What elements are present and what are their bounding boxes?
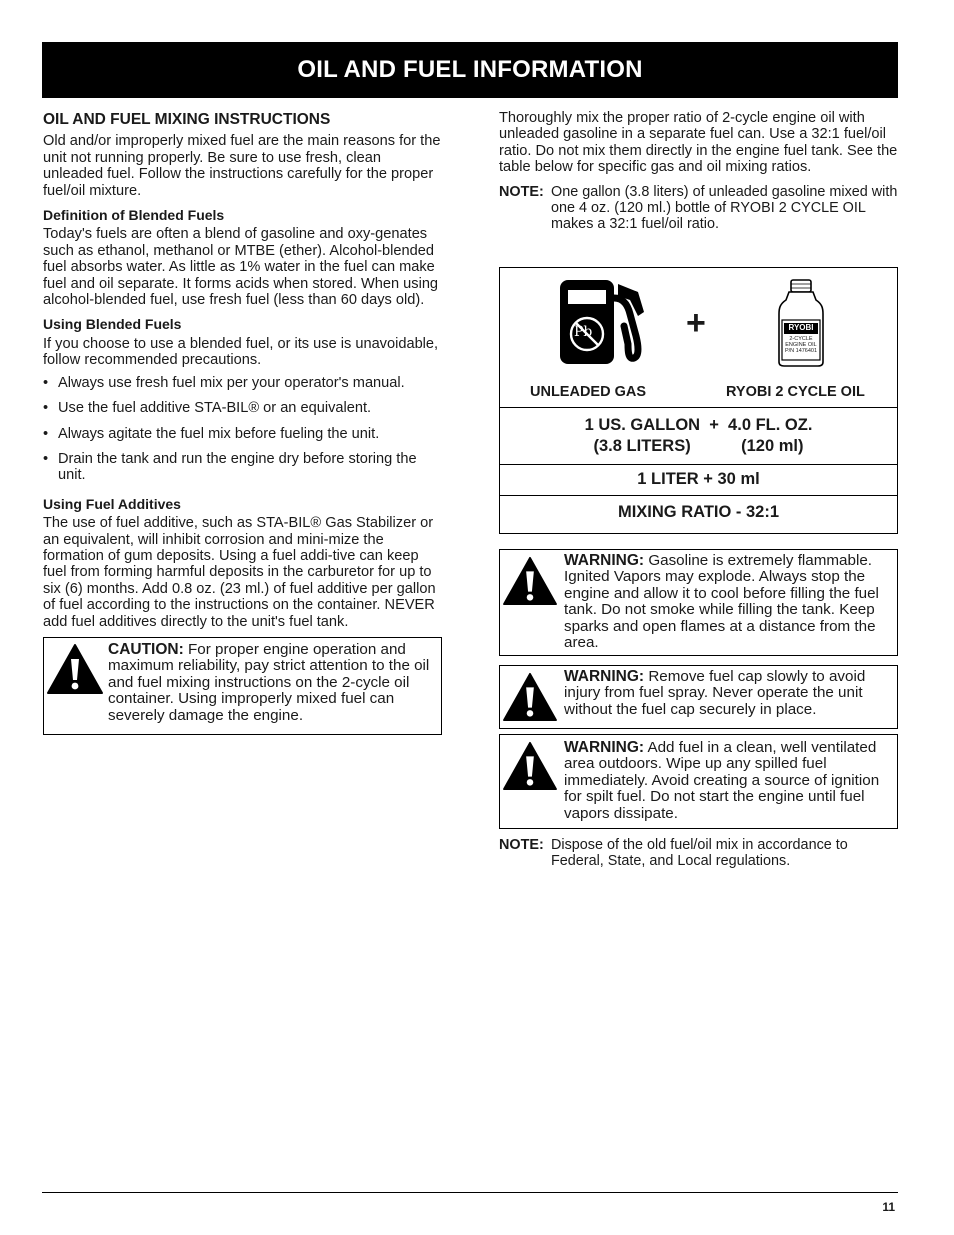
warning-triangle-icon xyxy=(502,741,558,791)
list-item-text: Drain the tank and run the engine dry before storing the unit. xyxy=(58,450,417,484)
caution-label: CAUTION: xyxy=(108,640,184,658)
warning-label: WARNING: xyxy=(564,552,645,569)
list-item xyxy=(43,375,441,391)
ryobi-oil-label: RYOBI 2 CYCLE OIL xyxy=(726,384,865,400)
list-item xyxy=(43,400,441,416)
gas-pump-icon xyxy=(558,278,648,366)
note-text: Dispose of the old fuel/oil mix in accordance to Federal, State, and Local regulations. xyxy=(551,837,848,870)
precaution-list xyxy=(43,375,441,484)
note-text: One gallon (3.8 liters) of unleaded gasoline mixed with one 4 oz. (120 ml.) bottle of RYOBI 2 CYCLE OIL makes a 32:1 fuel/oil ratio. xyxy=(551,183,898,233)
warning-box-flammable xyxy=(499,549,898,656)
gallon-row-line-2: (3.8 LITERS) (120 ml) xyxy=(593,437,804,455)
caution-text: For proper engine operation and maximum reliability, pay strict attention to the oil and fuel mixing instructions on the 2-cycle oil container. Using improperly mixed fuel can severely damage the engine. xyxy=(108,640,430,724)
mixing-table xyxy=(499,267,898,534)
mixing-heading: OIL AND FUEL MIXING INSTRUCTIONS xyxy=(43,111,331,128)
footer-divider xyxy=(42,1192,898,1193)
warning-label: WARNING: xyxy=(564,739,645,756)
gallon-row-line-1: 1 US. GALLON + 4.0 FL. OZ. xyxy=(584,416,813,434)
ratio-row xyxy=(500,495,897,534)
warning-triangle-icon xyxy=(502,672,558,722)
gallon-row xyxy=(500,407,897,464)
left-column xyxy=(43,110,441,735)
caution-box xyxy=(43,637,442,735)
warning-label: WARNING: xyxy=(564,668,645,685)
warning-box-add-fuel xyxy=(499,734,898,829)
warning-triangle-icon xyxy=(46,643,104,695)
list-item xyxy=(43,426,441,442)
list-item xyxy=(43,451,441,484)
section-banner xyxy=(42,42,898,98)
bottle-line-3: P/N 1476401 xyxy=(784,348,818,354)
caution-text-block xyxy=(108,642,441,724)
bottle-line-2: ENGINE OIL xyxy=(785,342,817,348)
plus-sign: + xyxy=(686,304,706,342)
section-title: OIL AND FUEL INFORMATION xyxy=(297,56,643,83)
liter-row-text: 1 LITER + 30 ml xyxy=(637,470,760,488)
list-item-text: Always use fresh fuel mix per your operator's manual. xyxy=(58,374,405,391)
mixing-illustration xyxy=(500,268,897,407)
warning-text: Add fuel in a clean, well ventilated area outdoors. Wipe up any spilled fuel immediately. Avoid creating a source of ignition for spilt fuel. Do not start the engine until fuel vapors dissipate. xyxy=(564,739,880,822)
bullet: • xyxy=(43,450,49,467)
mix-intro-paragraph: Thoroughly mix the proper ratio of 2-cycle engine oil with unleaded gasoline in a separate fuel can. Use a 32:1 fuel/oil ratio. Do not mix them directly in the engine fuel tank. See the table below for specific gas and oil mixing ratios. xyxy=(499,110,898,176)
pb-mark: Pb xyxy=(574,324,593,340)
note-dispose xyxy=(499,837,898,870)
bullet: • xyxy=(43,425,49,442)
definition-paragraph: Today's fuels are often a blend of gasoline and oxy-genates such as ethanol, methanol or MTBE (ether). Alcohol-blended fuel absorbs water. As little as 1% water in the fuel can make fuel and oil separate. It forms acids when stored. When using alcohol-blended fuel, use fresh fuel (less than 60 days old). xyxy=(43,226,439,309)
using-blended-paragraph: If you choose to use a blended fuel, or its use is unavoidable, follow recommended precautions. xyxy=(43,335,439,369)
definition-heading: Definition of Blended Fuels xyxy=(43,207,225,224)
list-item-text: Use the fuel additive STA-BIL® or an equivalent. xyxy=(58,400,372,417)
additives-paragraph: The use of fuel additive, such as STA-BIL® Gas Stabilizer or an equivalent, will inhibit corrosion and mini-mize the formation of gum deposits. Using a fuel addi-tive can keep fuel from forming harmful deposits in the carburetor for up to six (6) months. Add 0.8 oz. (23 ml.) of fuel additive per gallon of fuel according to the instructions on the container. NEVER add fuel additives directly to the unit's fuel tank. xyxy=(43,515,436,630)
warning-text: Remove fuel cap slowly to avoid injury from fuel spray. Never operate the unit without the fuel cap securely in place. xyxy=(564,668,866,718)
right-column xyxy=(499,110,898,870)
warning-text-block xyxy=(564,669,897,718)
warning-text-block xyxy=(564,740,897,822)
liter-row xyxy=(500,464,897,495)
intro-paragraph: Old and/or improperly mixed fuel are the main reasons for the unit not running properly. Be sure to use fresh, clean unleaded fuel. Follow the instructions carefully for the proper fuel/oil mixture. xyxy=(43,133,441,199)
note-label: NOTE: xyxy=(499,183,544,200)
warning-text-block xyxy=(564,553,897,651)
bottle-brand: RYOBI xyxy=(788,323,814,332)
bottle-line-1: 2-CYCLE xyxy=(789,336,813,342)
list-item-text: Always agitate the fuel mix before fueling the unit. xyxy=(58,425,380,442)
bullet: • xyxy=(43,374,49,391)
warning-box-fuel-cap xyxy=(499,665,898,729)
unleaded-gas-label: UNLEADED GAS xyxy=(530,384,647,400)
warning-text: Gasoline is extremely flammable. Ignited Vapors may explode. Always stop the engine and allow it to cool before filling the fuel tank. Do not smoke while filling the tank. Keep sparks and open flames at a distance from the area. xyxy=(564,552,879,652)
page-number: 11 xyxy=(882,1200,895,1214)
ratio-row-text: MIXING RATIO - 32:1 xyxy=(617,503,780,521)
note-label: NOTE: xyxy=(499,837,544,853)
note-one-gallon xyxy=(499,184,898,233)
using-blended-heading: Using Blended Fuels xyxy=(43,316,182,333)
additives-heading: Using Fuel Additives xyxy=(43,495,181,512)
bullet: • xyxy=(43,400,49,417)
warning-triangle-icon xyxy=(502,556,558,606)
